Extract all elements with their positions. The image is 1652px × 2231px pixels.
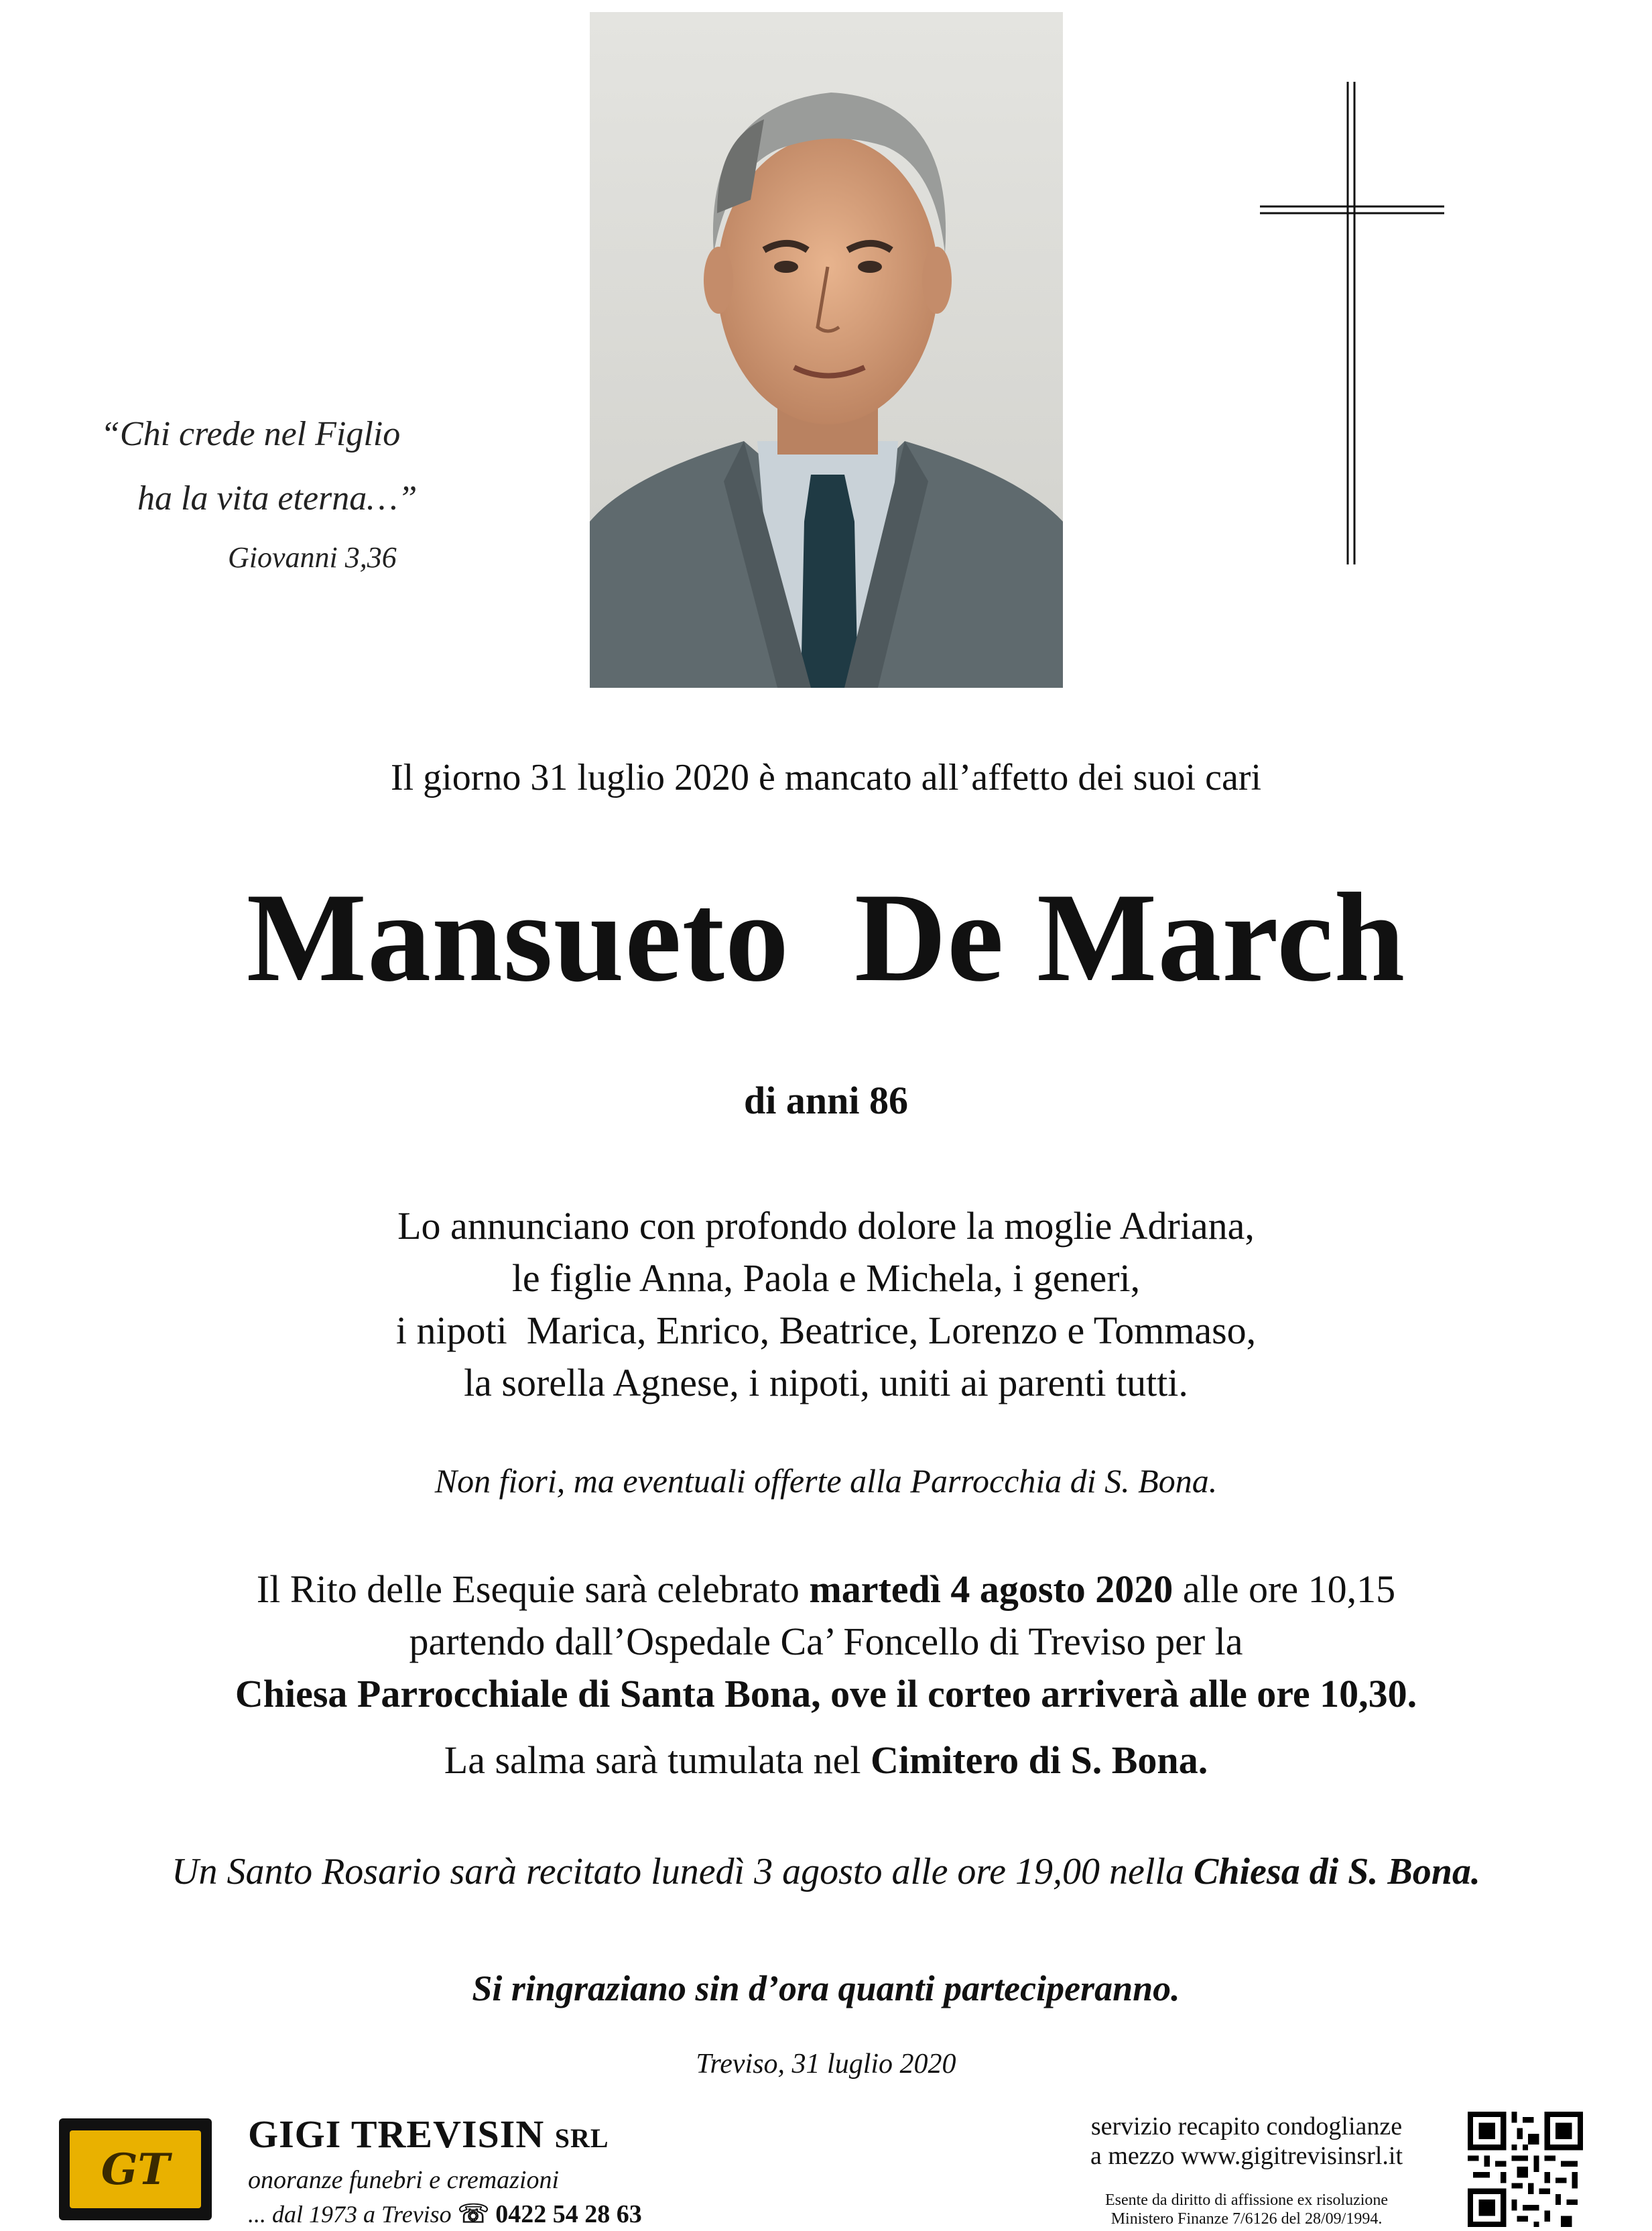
- company-title: GIGI TREVISIN: [248, 2112, 545, 2156]
- telephone-icon: ☏: [457, 2200, 490, 2228]
- portrait-photo: [590, 12, 1063, 688]
- portrait-illustration: [590, 12, 1063, 688]
- deceased-name: Mansueto De March: [246, 867, 1406, 1008]
- service-line-1: servizio recapito condoglianze: [1090, 2112, 1403, 2140]
- company-since: [248, 2199, 642, 2229]
- since-text: ... dal 1973 a Treviso: [248, 2201, 452, 2228]
- announcement-line: i nipoti Marica, Enrico, Beatrice, Lorenzo e Tommaso,: [395, 1309, 1257, 1352]
- exempt-line-2: Ministero Finanze 7/6126 del 28/09/1994.: [1110, 2210, 1383, 2228]
- bible-quote: [101, 402, 476, 585]
- quote-line-2: ha la vita eterna…”: [137, 479, 418, 518]
- announcement-line: le figlie Anna, Paola e Michela, i generi,: [511, 1256, 1141, 1300]
- deceased-age: di anni 86: [744, 1079, 908, 1122]
- quote-reference: Giovanni 3,36: [228, 541, 397, 574]
- rite-line-1: [0, 1563, 1652, 1616]
- service-line-2[interactable]: a mezzo www.gigitrevisinsrl.it: [1090, 2142, 1403, 2170]
- rosary-note: [0, 1850, 1652, 1893]
- qr-code-icon[interactable]: [1468, 2112, 1583, 2227]
- exempt-line-1: Esente da diritto di affissione ex risoluzione: [1104, 2191, 1389, 2209]
- company-suffix: SRL: [554, 2123, 609, 2153]
- announcement: [0, 1200, 1652, 1409]
- phone-number: 0422 54 28 63: [495, 2200, 642, 2228]
- announcement-line: Lo annunciano con profondo dolore la moglie Adriana,: [397, 1204, 1255, 1248]
- rite-date: martedì 4 agosto 2020: [809, 1567, 1173, 1611]
- announcement-line: la sorella Agnese, i nipoti, uniti ai parenti tutti.: [464, 1361, 1188, 1404]
- quote-line-1: “Chi crede nel Figlio: [101, 415, 401, 453]
- burial-place: Cimitero di S. Bona.: [870, 1738, 1208, 1782]
- tax-exemption-note: [1032, 2191, 1461, 2228]
- logo-monogram: GT: [70, 2130, 201, 2208]
- place-date: Treviso, 31 luglio 2020: [696, 2049, 956, 2079]
- rosary-prefix: Un Santo Rosario sarà recitato lunedì 3 agosto alle ore 19,00 nella: [172, 1851, 1194, 1892]
- company-logo: [59, 2118, 212, 2220]
- funeral-rite: [0, 1563, 1652, 1720]
- rite-prefix: Il Rito delle Esequie sarà celebrato: [256, 1567, 810, 1611]
- rite-line-2: partendo dall’Ospedale Ca’ Foncello di Treviso per la: [409, 1620, 1243, 1663]
- rosary-place: Chiesa di S. Bona.: [1193, 1851, 1480, 1892]
- burial-note: [0, 1738, 1652, 1783]
- company-name: [248, 2112, 609, 2157]
- rite-time: alle ore 10,15: [1173, 1567, 1396, 1611]
- cross-icon: [1260, 82, 1444, 564]
- condolence-service: [1032, 2112, 1461, 2171]
- rite-line-3: Chiesa Parrocchiale di Santa Bona, ove il corteo arriverà alle ore 10,30.: [235, 1672, 1417, 1715]
- no-flowers-note: Non fiori, ma eventuali offerte alla Parrocchia di S. Bona.: [434, 1462, 1218, 1500]
- burial-prefix: La salma sarà tumulata nel: [444, 1738, 871, 1782]
- death-intro: Il giorno 31 luglio 2020 è mancato all’affetto dei suoi cari: [390, 757, 1262, 798]
- company-tagline: onoranze funebri e cremazioni: [248, 2166, 560, 2194]
- thanks-note: Si ringraziano sin d’ora quanti parteciperanno.: [472, 1968, 1180, 2008]
